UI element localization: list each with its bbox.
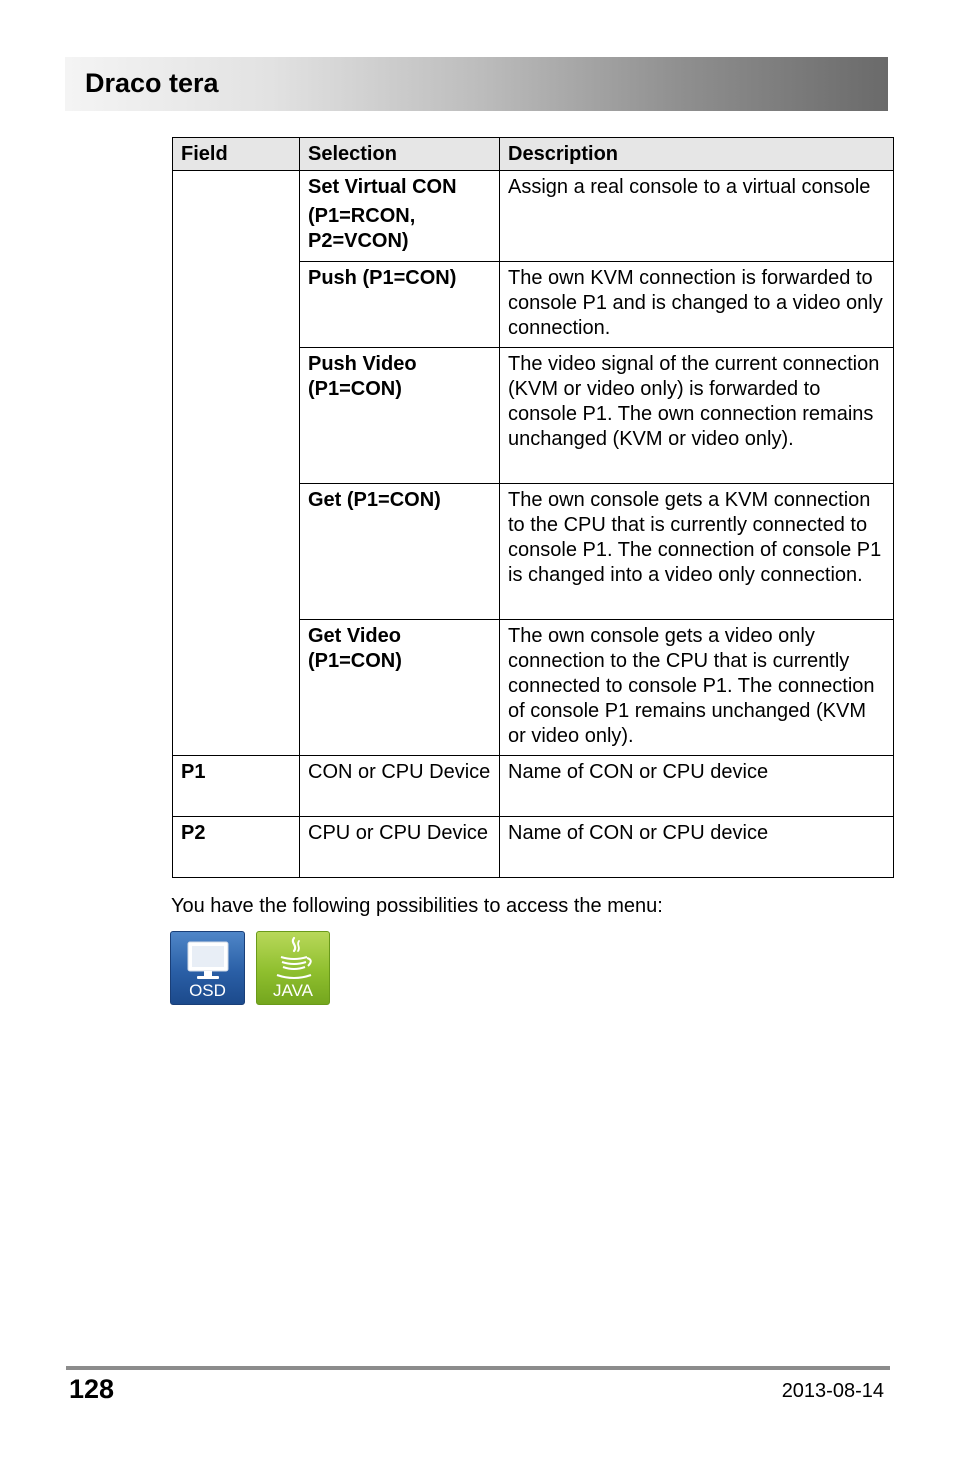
selection-cell: Push (P1=CON) [300, 262, 500, 348]
description-cell: The video signal of the current connection (KVM or video only) is forwarded to console P1. The own connection remains unchanged (KVM or video only). [500, 348, 894, 484]
java-label: JAVA [273, 981, 313, 1000]
access-intro-text: You have the following possibilities to access the menu: [171, 895, 663, 917]
selection-cell: Push Video (P1=CON) [300, 348, 500, 484]
description-cell: Name of CON or CPU device [500, 817, 894, 878]
table-row [173, 171, 894, 262]
selection-cell: Get (P1=CON) [300, 484, 500, 620]
selection-cell [300, 171, 500, 262]
column-header-description: Description [500, 138, 894, 171]
selection-cell: CPU or CPU Device [300, 817, 500, 878]
selection-cell: CON or CPU Device [300, 756, 500, 817]
java-cup-icon [257, 932, 331, 988]
table-row [173, 817, 894, 878]
osd-menu-icon [170, 931, 245, 1005]
settings-table [172, 137, 894, 878]
footer-divider [66, 1366, 890, 1370]
field-cell-empty [173, 171, 300, 756]
description-cell: The own KVM connection is forwarded to console P1 and is changed to a video only connection. [500, 262, 894, 348]
description-cell: Assign a real console to a virtual console [500, 171, 894, 262]
selection-cell: Get Video (P1=CON) [300, 620, 500, 756]
description-cell: The own console gets a KVM connection to the CPU that is currently connected to console P1. The connection of console P1 is changed into a video only connection. [500, 484, 894, 620]
description-cell: The own console gets a video only connection to the CPU that is currently connected to console P1. The connection of console P1 remains unchanged (KVM or video only). [500, 620, 894, 756]
selection-label: Set Virtual CON [308, 176, 457, 198]
description-cell: Name of CON or CPU device [500, 756, 894, 817]
field-cell: P1 [173, 756, 300, 817]
table-header-row [173, 138, 894, 171]
page-number: 128 [69, 1374, 115, 1404]
java-menu-icon [256, 931, 330, 1005]
page-title: Draco tera [85, 68, 219, 98]
table-row [173, 756, 894, 817]
osd-label: OSD [189, 981, 226, 1000]
document-date: 2013-08-14 [781, 1380, 884, 1402]
header-bar [65, 57, 888, 111]
column-header-selection: Selection [300, 138, 500, 171]
selection-sublabel: (P1=RCON, P2=VCON) [308, 205, 416, 252]
column-header-field: Field [173, 138, 300, 171]
monitor-icon [171, 932, 246, 988]
field-cell: P2 [173, 817, 300, 878]
